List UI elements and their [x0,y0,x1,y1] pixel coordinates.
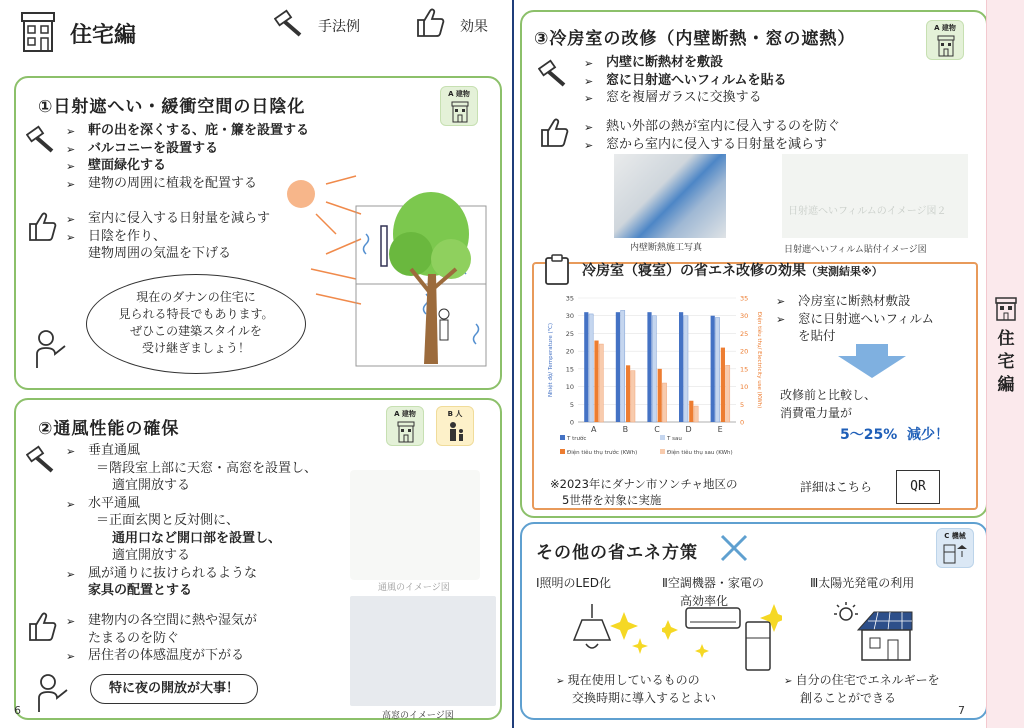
section-other-measures [520,522,988,720]
section-title: ③冷房室の改修（内壁断熱・窓の遮熱） [534,29,856,49]
y2-tick-label: 30 [740,312,749,321]
result-text: 5～25% 減少！ [840,427,949,443]
list-item: ➢ 垂直通風 [66,442,317,460]
list-item: ➢ 建物内の各空間に熱や湿気が [66,612,257,630]
wind-caption: 通風のイメージ図 [378,583,450,593]
list-item: 家具の配置とする [88,583,193,598]
y2-tick-label: 25 [740,329,749,338]
list-item: ➢ 内壁に断熱材を敷設 [584,54,786,72]
film-image-overlay: 日射遮へいフィルムのイメージ図２ [788,206,947,217]
person-icon [446,421,466,443]
qr-code[interactable]: QR [896,470,940,504]
list-item: 建物周囲の気温を下げる [88,246,232,261]
section-title: その他の省エネ方策 [536,543,698,563]
list-item: ➢ 建物の周囲に植栽を配置する [66,175,309,193]
clipboard-icon [544,254,570,286]
side-tab[interactable] [986,0,1024,728]
list-item: 通用口など開口部を設置し、 [112,530,282,546]
legend-swatch [660,449,665,454]
list-item: ➢ 日陰を作り、 [66,228,270,246]
measure-led: Ⅰ照明のLED化 [536,576,612,590]
bar [599,344,603,422]
section-ac-room [520,10,988,518]
list-item: ➢ 窓を複層ガラスに交換する [584,89,786,107]
speech-bubble: 現在のダナンの住宅に 見られる特長でもあります。 ぜひこの建築スタイルを 受け継ぎましょう！ [86,274,306,374]
hammer-icon [26,124,56,154]
list-item: ➢ 軒の出を深くする、庇・簾を設置する [66,122,309,140]
tag-person: B 人 [436,406,474,446]
list-item: ➢ 水平通風 [66,495,317,513]
effect-list [66,210,270,263]
air-conditioner-icon [662,604,782,674]
bar [647,312,651,422]
footnote-2: 5世帯を対象に実施 [562,493,662,507]
legend-label: Điện tiêu thụ trước (KWh) [567,450,638,456]
retrofit-bar-chart [540,290,772,470]
legend-effect-label: 効果 [460,19,488,35]
y-tick-label: 10 [565,383,574,392]
legend-swatch [660,435,665,440]
list-item: ➢ 熱い外部の熱が室内に侵入するのを防ぐ [584,118,840,136]
shading-illustration [286,174,496,374]
hammer-icon [538,58,568,88]
y-tick-label: 30 [565,312,574,321]
bar [589,314,593,422]
method-list [584,54,786,107]
film-image [782,154,968,238]
retrofit-list [776,292,934,345]
house-icon [993,296,1019,322]
led-lamp-icon [564,602,654,666]
solar-house-icon [828,600,918,664]
insulation-photo-caption: 内壁断熱施工写真 [630,243,703,253]
page-number: 7 [958,704,965,717]
method-list [66,442,317,600]
page-number: 6 [14,704,21,717]
house-icon [18,10,58,54]
list-item: ➢ 風が通りに抜けられるような [66,565,317,583]
bar [721,348,725,422]
section-title: ①日射遮へい・緩衝空間の日陰化 [38,97,306,117]
effect-list [66,612,257,665]
tag-building: A 建物 [926,20,964,60]
bottom-note-2: ➢ 自分の住宅でエネルギーを 創ることができる [784,673,940,705]
bar [626,365,630,422]
y2-axis-label: Điện tiêu thụ/ Electricity use (KWh) [756,311,762,409]
measure-appliance: Ⅱ空調機器・家電の [662,576,764,590]
list-item: ➢ 壁面緑化する [66,157,309,175]
window-caption: 高窓のイメージ図 [382,711,454,721]
section-sun-shading [14,76,502,390]
right-page [514,0,1024,728]
bar [616,312,620,422]
y-tick-label: 0 [569,418,574,427]
bar [694,406,698,422]
legend-label: Điện tiêu thụ sau (KWh) [667,450,733,456]
compare-text-2: 消費電力量が [780,406,853,420]
bar [662,383,666,422]
measure-solar: Ⅲ太陽光発電の利用 [810,576,915,590]
effect-list [584,118,840,153]
x-tick-label: B [622,425,629,434]
film-image-caption: 日射遮へいフィルム貼付イメージ図 [784,245,927,255]
list-item: ➢ バルコニーを設置する [66,140,309,158]
retrofit-effect-box [532,262,978,510]
y-tick-label: 25 [565,329,574,338]
y2-tick-label: 20 [740,347,749,356]
thumbs-up-icon [414,6,446,40]
side-tab-label: 住 宅 編 [997,329,1015,395]
insulation-photo [614,154,726,238]
speech-bubble: 特に夜の開放が大事！ [90,674,258,704]
y-tick-label: 20 [565,347,574,356]
legend-label: T trước [567,436,587,442]
left-page [0,0,510,728]
y2-tick-label: 35 [740,294,749,303]
legend-swatch [560,449,565,454]
section-title: ②通風性能の確保 [38,419,180,439]
effect-box-title: 冷房室（寝室）の省エネ改修の効果（実測結果※） [582,263,883,279]
list-item: ＝階段室上部に天窓・高窓を設置し、 [96,460,318,476]
section-ventilation [14,398,502,720]
footnote-1: ※2023年にダナン市ソンチャ地区の [550,477,738,491]
bar [631,371,635,422]
bar [621,310,625,422]
bar [652,316,656,422]
speaker-icon [36,672,76,716]
bar [715,317,719,422]
building-icon [936,35,956,57]
thumbs-up-icon [26,210,58,244]
list-item: を貼付 [798,328,836,343]
y2-tick-label: 15 [740,365,749,374]
list-item: 適宜開放する [112,548,191,563]
y2-tick-label: 10 [740,383,749,392]
window-image [350,596,496,706]
thumbs-up-icon [538,116,570,150]
bar [711,316,715,422]
tag-building: A 建物 [440,86,478,126]
bar [584,312,588,422]
tag-machine: C 機械 [936,528,974,568]
x-tick-label: A [591,425,597,434]
building-icon [396,421,416,443]
list-item: ➢ 室内に侵入する日射量を減らす [66,210,270,228]
list-item: ➢ 窓に日射遮へいフィルム [776,310,934,328]
list-item: ➢ 窓に日射遮へいフィルムを貼る [584,72,786,90]
thumbs-up-icon [26,610,58,644]
y-axis-label: Nhiệt độ/ Temperature (℃) [548,323,554,397]
arrow-down-icon [834,344,910,380]
hammer-icon [274,8,304,38]
bar [594,341,598,422]
y-tick-label: 15 [565,365,574,374]
compare-text-1: 改修前と比較し、 [780,388,877,402]
measure-appliance-2: 高効率化 [680,594,729,608]
bar [658,369,662,422]
legend-label: T sau [667,436,682,442]
x-tick-label: D [685,425,692,434]
tag-building: A 建物 [386,406,424,446]
bar [679,312,683,422]
machine-icon [943,543,969,565]
hammer-icon [26,444,56,474]
wind-image [350,470,480,580]
page-title: 住宅編 [70,23,137,48]
list-item: ➢ 居住者の体感温度が下がる [66,647,257,665]
list-item: ➢ 窓から室内に侵入する日射量を減らす [584,136,840,154]
y-tick-label: 35 [565,294,574,303]
building-icon [450,101,470,123]
bar [689,401,693,422]
y-tick-label: 5 [569,400,574,409]
detail-label: 詳細はこちら [800,480,873,494]
list-item: 適宜開放する [112,478,191,493]
y2-tick-label: 5 [740,400,745,409]
method-list [66,122,309,192]
speaker-icon [34,328,74,372]
list-item: たまるのを防ぐ [88,630,180,646]
bar [726,365,730,422]
tools-icon [718,532,750,564]
legend-method-label: 手法例 [318,19,360,35]
list-item: ➢ 冷房室に断熱材敷設 [776,292,934,310]
bar [684,316,688,422]
x-tick-label: C [654,425,660,434]
bottom-note-1: ➢ 現在使用しているものの 交換時期に導入するとよい [556,673,717,705]
y2-tick-label: 0 [740,418,745,427]
x-tick-label: E [717,425,723,434]
legend-swatch [560,435,565,440]
list-item: ＝正面玄関と反対側に、 [96,513,240,528]
